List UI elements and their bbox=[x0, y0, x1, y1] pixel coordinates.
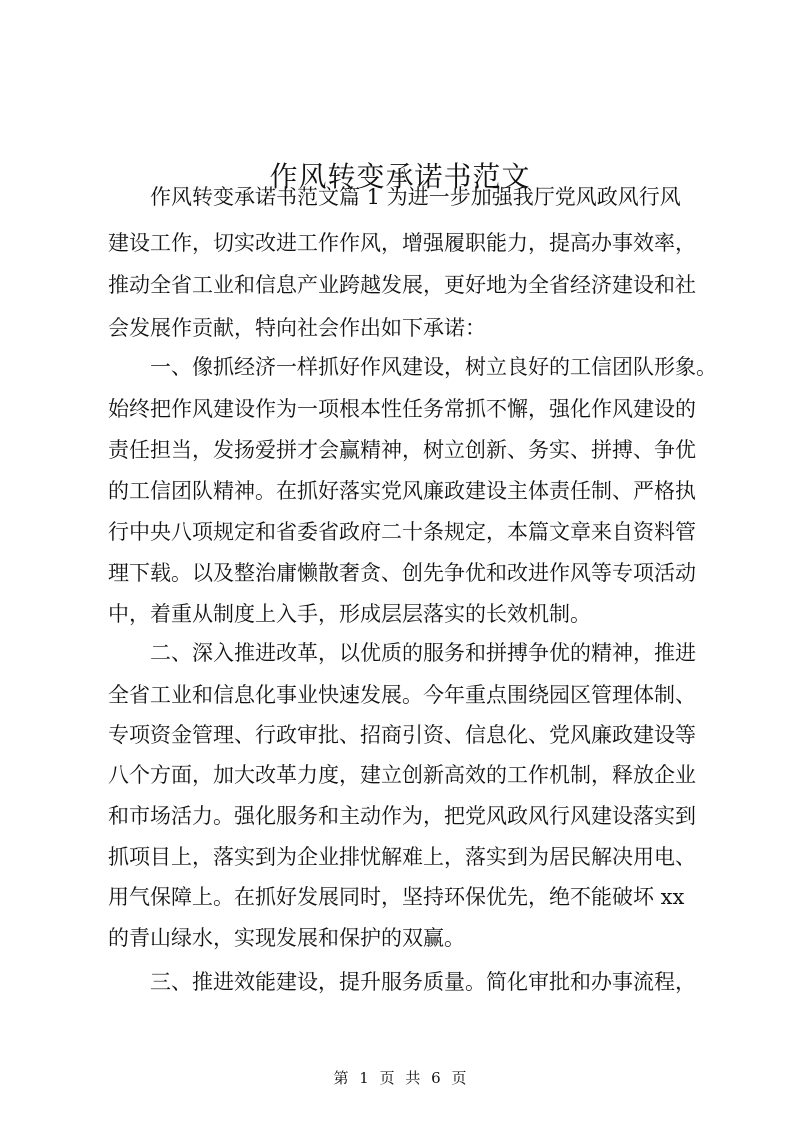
text-line: 二、深入推进改革，以优质的服务和拼搏争优的精神，推进 bbox=[108, 641, 696, 665]
text-line: 理下载。以及整治庸懒散奢贪、创先争优和改进作风等专项活动 bbox=[108, 561, 696, 585]
text-line: 八个方面，加大改革力度，建立创新高效的工作机制，释放企业 bbox=[108, 763, 696, 787]
text-line: 中，着重从制度上入手，形成层层落实的长效机制。 bbox=[108, 602, 591, 626]
text-line: 全省工业和信息化事业快速发展。今年重点围绕园区管理体制、 bbox=[108, 683, 696, 707]
text-line: 三、推进效能建设，提升服务质量。简化审批和办事流程， bbox=[108, 970, 696, 994]
text-line: 的工信团队精神。在抓好落实党风廉政建设主体责任制、严格执 bbox=[108, 479, 696, 503]
text-line: 抓项目上，落实到为企业排忧解难上，落实到为居民解决用电、 bbox=[108, 845, 696, 869]
text-line: 专项资金管理、行政审批、招商引资、信息化、党风廉政建设等 bbox=[108, 723, 696, 747]
page-title: 作风转变承诺书范文 bbox=[269, 159, 531, 193]
text-line: 的青山绿水，实现发展和保护的双赢。 bbox=[108, 926, 465, 950]
page-number: 第 1 页 共 6 页 bbox=[333, 1069, 467, 1087]
text-line: 一、像抓经济一样抓好作风建设，树立良好的工信团队形象。 bbox=[108, 355, 717, 379]
text-line: 和市场活力。强化服务和主动作为，把党风政风行风建设落实到 bbox=[108, 804, 696, 828]
text-line: 用气保障上。在抓好发展同时，坚持环保优先，绝不能破坏 xx bbox=[108, 885, 685, 909]
text-line: 作风转变承诺书范文篇 1 为进一步加强我厅党风政风行风 bbox=[108, 185, 681, 209]
text-line: 推动全省工业和信息产业跨越发展，更好地为全省经济建设和社 bbox=[108, 273, 696, 297]
text-line: 建设工作，切实改进工作作风，增强履职能力，提高办事效率， bbox=[108, 231, 696, 255]
text-line: 责任担当，发扬爱拼才会赢精神，树立创新、务实、拼搏、争优 bbox=[108, 438, 696, 462]
text-line: 行中央八项规定和省委省政府二十条规定，本篇文章来自资料管 bbox=[108, 520, 696, 544]
text-line: 会发展作贡献，特向社会作出如下承诺： bbox=[108, 316, 486, 340]
text-line: 始终把作风建设作为一项根本性任务常抓不懈，强化作风建设的 bbox=[108, 397, 696, 421]
